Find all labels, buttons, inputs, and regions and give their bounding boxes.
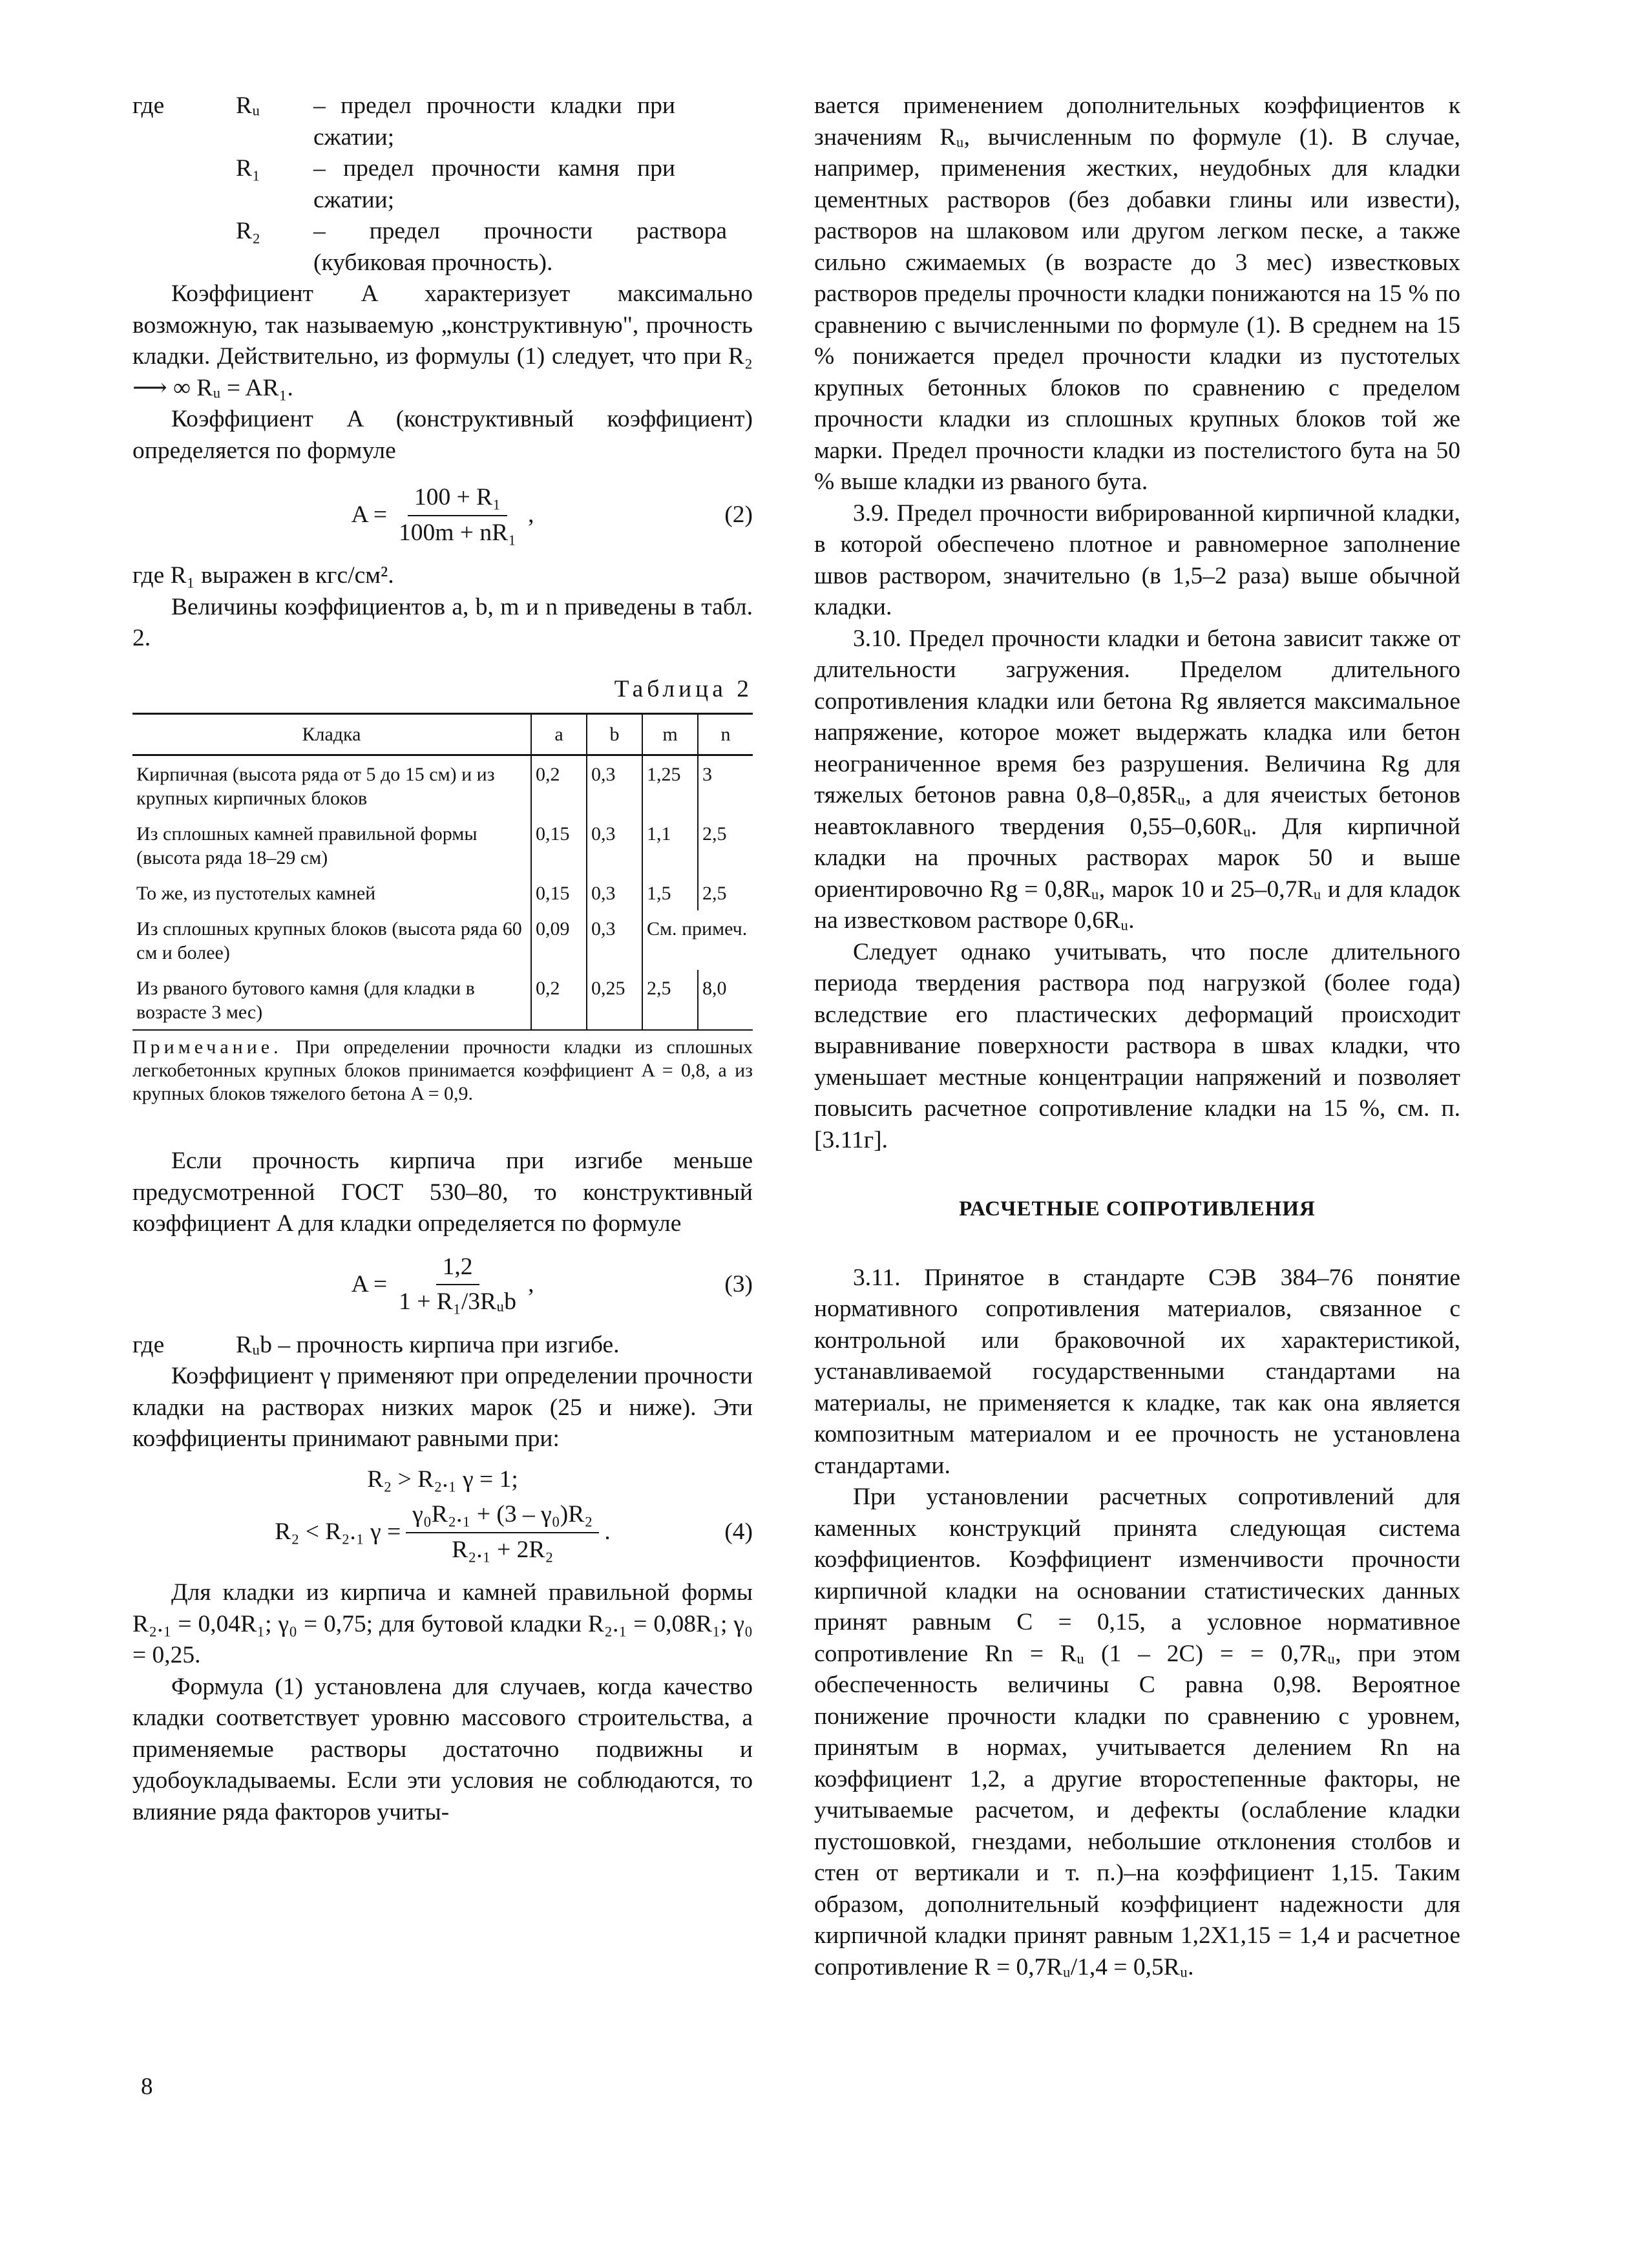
formula-numerator: 1,2 [436, 1252, 479, 1286]
formula-number: (4) [724, 1518, 753, 1546]
where-label: где [132, 1331, 165, 1358]
definition-symbol: R₁ [236, 155, 261, 182]
formula-number: (2) [724, 501, 753, 529]
table-row [132, 815, 753, 875]
formula-fraction [392, 1252, 523, 1318]
definition-item [236, 153, 753, 216]
paragraph: Коэффициент A характеризует максимально возможную, так называемую „конструктивную", прочность кладки. Действительно, из формулы (1) следует, что при R₂ ⟶ ∞ Rᵤ = AR₁. [132, 280, 753, 401]
table-header-row [132, 714, 753, 755]
right-column [814, 90, 1460, 1983]
definitions-list [236, 90, 753, 278]
table-header-cell: m [642, 714, 698, 755]
paragraph: При установлении расчетных сопротивлений для каменных конструкций принята следующая система коэффициентов. Коэффициент изменчивости прочности кирпичной кладки на основании статистических данных принят равным C = 0,15, а условное нормативное сопротивление Rn = Rᵤ (1 – 2C) = = 0,7Rᵤ, при этом обеспеченность величины C равна 0,98. Вероятное понижение прочности кладки по сравнению с уровнем, принятым в нормах, учитывается делением Rn на коэффициент 1,2, а другие второстепенные факторы, не учитываемые расчетом, и дефекты (ослабление кладки пустошовкой, гнездами, небольшие отклонения столбов и стен от вертикали и т. п.)–на коэффициент 1,15. Таким образом, дополнительный коэффициент надежности для кирпичной кладки принят равным 1,2Х1,15 = 1,4 и расчетное сопротивление R = 0,7Rᵤ/1,4 = 0,5Rᵤ. [814, 1484, 1460, 1980]
note-label: Примечание. [132, 1036, 282, 1058]
table-header-cell: n [698, 714, 753, 755]
formula-4 [132, 1499, 753, 1566]
table-cell: 2,5 [642, 970, 698, 1030]
table-cell: 3 [698, 755, 753, 816]
table-cell: 0,3 [587, 910, 642, 970]
formula-tail: . [604, 1518, 611, 1546]
table-cell: То же, из пустотелых камней [136, 883, 376, 904]
definition-item [236, 90, 753, 153]
where-block [132, 1330, 753, 1361]
formula-4a [132, 1464, 753, 1496]
table-cell: Из рваного бутового камня (для кладки в возрасте 3 мес) [132, 970, 531, 1030]
where-label: где [132, 92, 165, 119]
paragraph: 3.11. Принятое в стандарте СЭВ 384–76 понятие нормативного сопротивления материалов, связанное с контрольной или браковочной их характеристикой, устанавливаемой государственными стандартами на материалы, не применяется к кладке, так как она является композитным материалом и ее прочность не установлена стандартами. [814, 1264, 1460, 1479]
coefficients-table [132, 713, 753, 1031]
paragraph: Коэффициент γ применяют при определении прочности кладки на растворах низких марок (25 и ниже). Эти коэффициенты принимают равными при: [132, 1363, 753, 1452]
table-cell: 2,5 [698, 815, 753, 875]
formula-numerator: 100 + R₁ [408, 482, 507, 516]
section-heading: РАСЧЕТНЫЕ СОПРОТИВЛЕНИЯ [959, 1197, 1316, 1221]
paragraph: Следует однако учитывать, что после длительного периода твердения раствора под нагрузкой (более года) вследствие его пластических деформаций происходит выравнивание поверхности раствора в швах кладки, что уменьшает местные концентрации напряжений и позволяет повысить расчетное сопротивление кладки на 15 %, см. п. [3.11г]. [814, 938, 1460, 1153]
table-cell: 2,5 [698, 875, 753, 910]
paragraph: вается применением дополнительных коэффициентов к значениям Rᵤ, вычисленным по формуле (1). В случае, например, применения жестких, неудобных для кладки цементных растворов (без добавки глины или извести), растворов на шлаковом или другом легком песке, а также сильно сжимаемых (в возрасте до 3 мес) известковых растворов пределы прочности кладки понижаются на 15 % по сравнению с вычисленными по формуле (1). В среднем на 15 % понижается предел прочности кладки из пустотелых крупных бетонных блоков по сравнению с пределом прочности кладки из сплошных крупных блоков той же марки. Предел прочности кладки из постелистого бута на 50 % выше кладки из рваного бута. [814, 92, 1460, 495]
paragraph: Коэффициент A (конструктивный коэффициент) определяется по формуле [132, 406, 753, 464]
table-header-cell: a [531, 714, 587, 755]
formula-fraction [392, 482, 523, 549]
paragraph: 3.9. Предел прочности вибрированной кирпичной кладки, в которой обеспечено плотное и равномерное заполнение швов раствором, значительно (в 1,5–2 раза) выше обычной кладки. [814, 499, 1460, 620]
table-cell: 0,2 [531, 970, 587, 1030]
formula-2 [132, 482, 753, 549]
formula-condition: R₂ > R₂.₁ γ = 1; [367, 1465, 518, 1493]
formula-tail: , [528, 501, 534, 529]
table-cell: 0,3 [587, 755, 642, 816]
formula-tail: , [528, 1270, 534, 1297]
table-header-cell: b [587, 714, 642, 755]
definition-text: Rᵤb – прочность кирпича при изгибе. [236, 1331, 620, 1358]
definition-text: – предел прочности камня при сжатии; [313, 155, 675, 213]
table-cell: Кирпичная (высота ряда от 5 до 15 см) и из крупных кирпичных блоков [136, 764, 495, 809]
paragraph: Для кладки из кирпича и камней правильной формы R₂.₁ = 0,04R₁; γ₀ = 0,75; для бутовой кладки R₂.₁ = 0,08R₁; γ₀ = 0,25. [132, 1579, 753, 1668]
table-row [132, 970, 753, 1030]
left-column [132, 90, 753, 1828]
formula-denominator: 100m + nR₁ [399, 519, 517, 546]
formula-lhs: A = [351, 1270, 388, 1297]
formula-denominator: R₂.₁ + 2R₂ [452, 1536, 554, 1563]
table-note [132, 1036, 753, 1106]
paragraph: где R₁ выражен в кгс/см². [132, 562, 394, 589]
table-caption: Таблица 2 [614, 675, 753, 702]
definition-symbol: R₂ [236, 218, 261, 244]
table-cell: 8,0 [698, 970, 753, 1030]
formula-3 [132, 1252, 753, 1318]
formula-lhs: A = [351, 501, 387, 529]
formula-denominator: 1 + R₁/3Rᵤb [399, 1288, 517, 1315]
table-cell: 0,3 [587, 815, 642, 875]
table-row [132, 755, 753, 816]
formula-numerator: γ₀R₂.₁ + (3 – γ₀)R₂ [406, 1499, 599, 1533]
paragraph: 3.10. Предел прочности кладки и бетона зависит также от длительности загружения. Пределом длительного сопротивления кладки или бетона Rg является максимальное напряжение, которое может выдержать кладка или бетон неограниченное время без разрушения. Величина Rg для тяжелых бетонов равна 0,8–0,85Rᵤ, а для ячеистых бетонов неавтоклавного твердения 0,55–0,60Rᵤ. Для кирпичной кладки на прочных растворах марок 50 и выше ориентировочно Rg = 0,8Rᵤ, марок 10 и 25–0,7Rᵤ и для кладок на известковом растворе 0,6Rᵤ. [814, 625, 1460, 934]
table-cell: См. примеч. [642, 910, 753, 970]
table-header-cell: Кладка [132, 714, 531, 755]
table-row [132, 875, 753, 910]
table-cell: 0,2 [531, 755, 587, 816]
formula-number: (3) [724, 1270, 753, 1297]
page-number: 8 [141, 2074, 153, 2100]
definition-symbol: Rᵤ [236, 92, 260, 119]
table-cell: Из сплошных камней правильной формы (высота ряда 18–29 см) [136, 823, 478, 868]
definition-item [236, 216, 753, 278]
table-cell: 0,09 [531, 910, 587, 970]
table-cell: Из сплошных крупных блоков (высота ряда 60 см и более) [136, 918, 522, 963]
table-row [132, 910, 753, 970]
table-cell: 0,3 [587, 875, 642, 910]
definition-text: – предел прочности раствора (кубиковая прочность). [313, 218, 727, 276]
paragraph: Если прочность кирпича при изгибе меньше предусмотренной ГОСТ 530–80, то конструктивный коэффициент A для кладки определяется по формуле [132, 1148, 753, 1237]
paragraph: Формула (1) установлена для случаев, когда качество кладки соответствует уровню массового строительства, а применяемые растворы достаточно подвижны и удобоукладываемы. Если эти условия не соблюдаются, то влияние ряда факторов учиты- [132, 1673, 753, 1825]
definition-text: – предел прочности кладки при сжатии; [313, 92, 675, 151]
where-block [132, 90, 753, 278]
table-cell: 1,1 [642, 815, 698, 875]
table-cell: 1,5 [642, 875, 698, 910]
note-text: При определении прочности кладки из сплошных легкобетонных крупных блоков принимается коэффициент A = 0,8, а из крупных блоков тяжелого бетона A = 0,9. [132, 1036, 753, 1104]
table-cell: 0,15 [531, 875, 587, 910]
table-cell: 0,15 [531, 815, 587, 875]
paragraph: Величины коэффициентов a, b, m и n приведены в табл. 2. [132, 593, 753, 651]
table-cell: 1,25 [642, 755, 698, 816]
formula-fraction [406, 1499, 599, 1566]
table-cell: 0,25 [587, 970, 642, 1030]
formula-lhs: R₂ < R₂.₁ γ = [275, 1518, 401, 1546]
